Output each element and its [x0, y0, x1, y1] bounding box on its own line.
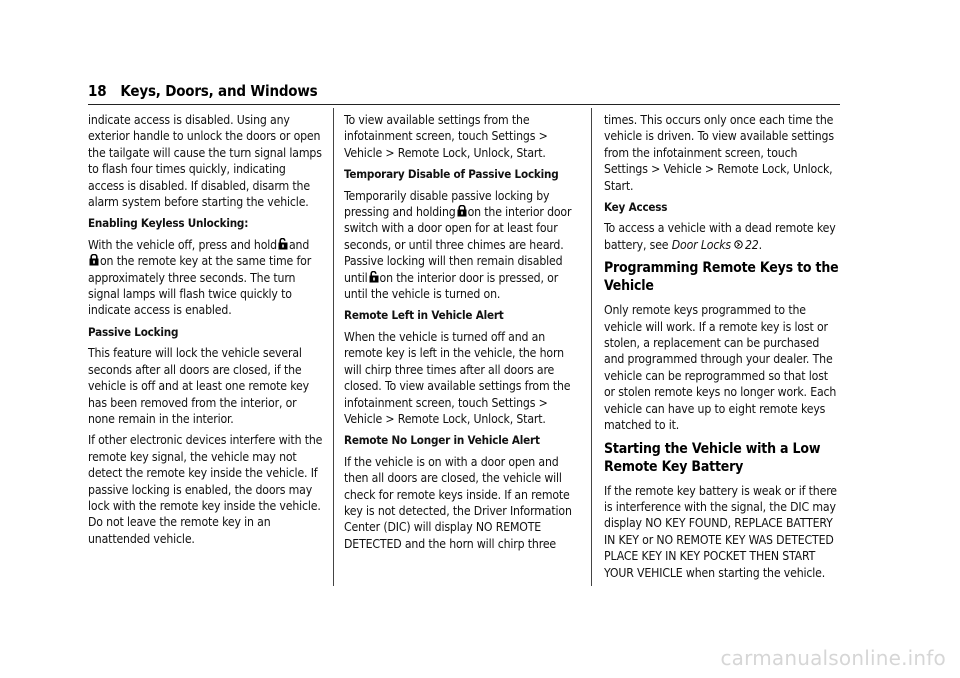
unlock-icon	[369, 271, 379, 283]
subheading-passive-locking: Passive Locking	[88, 324, 179, 339]
cross-reference-page[interactable]: 22	[744, 237, 759, 252]
column-1	[88, 112, 324, 552]
lock-icon	[89, 254, 99, 266]
column-divider-1	[333, 108, 334, 586]
text-run: on the interior door switch with a door open for at least four seconds, or until three chimes are heard. Passive locking will then remain disabled until	[344, 205, 572, 285]
cross-reference-link[interactable]: Door Locks	[671, 237, 731, 252]
header-rule	[88, 104, 840, 105]
paragraph-temporary-disable	[344, 188, 580, 303]
column-2	[344, 112, 580, 557]
paragraph: When the vehicle is turned off and an remote key is left in the vehicle, the horn will chirp three times after all doors are closed. To view available settings from the infotainment screen, touch Settings > Vehicle > Remote Lock, Unlock, Start.	[344, 329, 571, 426]
subheading-key-access: Key Access	[604, 200, 668, 215]
page-number: 18	[88, 82, 107, 100]
page-reference-icon	[734, 237, 743, 246]
lock-icon	[457, 205, 467, 217]
section-heading-low-battery: Starting the Vehicle with a Low Remote Key Battery	[604, 440, 821, 475]
paragraph: times. This occurs only once each time the vehicle is driven. To view available settings from the infotainment screen, touch Settings > Vehicle > Remote Lock, Unlock, Start.	[604, 113, 834, 193]
column-3	[604, 112, 840, 586]
paragraph-enabling-instructions	[88, 237, 324, 319]
text-run: Temporarily disable passive locking by pressing and holding	[344, 188, 550, 220]
paragraph-key-access	[604, 220, 840, 253]
column-divider-2	[591, 108, 592, 586]
paragraph: If other electronic devices interfere with the remote key signal, the vehicle may not detect the remote key inside the vehicle. If passive locking is enabled, the doors may lock with the remote key inside the vehicle. Do not leave the remote key in an unattended vehicle.	[88, 433, 323, 546]
subheading-remote-left-alert: Remote Left in Vehicle Alert	[344, 308, 504, 323]
subheading-enabling-keyless-unlocking: Enabling Keyless Unlocking:	[88, 216, 249, 231]
page-header	[88, 82, 840, 104]
text-run: With the vehicle off, press and hold	[88, 237, 277, 252]
subheading-remote-no-longer-alert: Remote No Longer in Vehicle Alert	[344, 433, 540, 448]
section-title: Keys, Doors, and Windows	[120, 82, 318, 100]
unlock-icon	[278, 238, 288, 250]
text-run: on the remote key at the same time for approximately three seconds. The turn signal lamps will flash twice quickly to indicate access is enabled.	[88, 254, 312, 318]
section-heading-programming: Programming Remote Keys to the Vehicle	[604, 260, 839, 295]
paragraph: To view available settings from the infotainment screen, touch Settings > Vehicle > Remote Lock, Unlock, Start.	[344, 113, 548, 160]
paragraph: Only remote keys programmed to the vehicle will work. If a remote key is lost or stolen, a replacement can be purchased and programmed through your dealer. The vehicle can be reprogrammed so that lost or stolen remote keys no longer work. Each vehicle can have up to eight remote keys matched to it.	[604, 303, 837, 433]
paragraph: If the remote key battery is weak or if there is interference with the signal, the DIC may display NO KEY FOUND, REPLACE BATTERY IN KEY or NO REMOTE KEY WAS DETECTED PLACE KEY IN KEY POCKET THEN START YOUR VEHICLE when starting the vehicle.	[604, 483, 837, 580]
paragraph: indicate access is disabled. Using any exterior handle to unlock the doors or open the tailgate will cause the turn signal lamps to flash four times quickly, indicating access is disabled. If disabled, disarm the alarm system before starting the vehicle.	[88, 113, 322, 210]
text-run: To access a vehicle with a dead remote key battery, see	[604, 221, 836, 252]
text-run: on the interior door is pressed, or until the vehicle is turned on.	[344, 270, 559, 302]
subheading-temporary-disable: Temporary Disable of Passive Locking	[344, 167, 559, 182]
watermark: carmanualsonline.info	[720, 646, 946, 670]
text-run: and	[288, 237, 310, 252]
text-run: .	[758, 237, 762, 252]
paragraph: This feature will lock the vehicle several seconds after all doors are closed, if the vehicle is off and at least one remote key has been removed from the interior, or none remain in the interior.	[88, 346, 309, 426]
paragraph: If the vehicle is on with a door open and then all doors are closed, the vehicle will check for remote keys inside. If an remote key is not detected, the Driver Information Center (DIC) will display NO REMOTE DETECTED and the horn will chirp three	[344, 454, 572, 551]
